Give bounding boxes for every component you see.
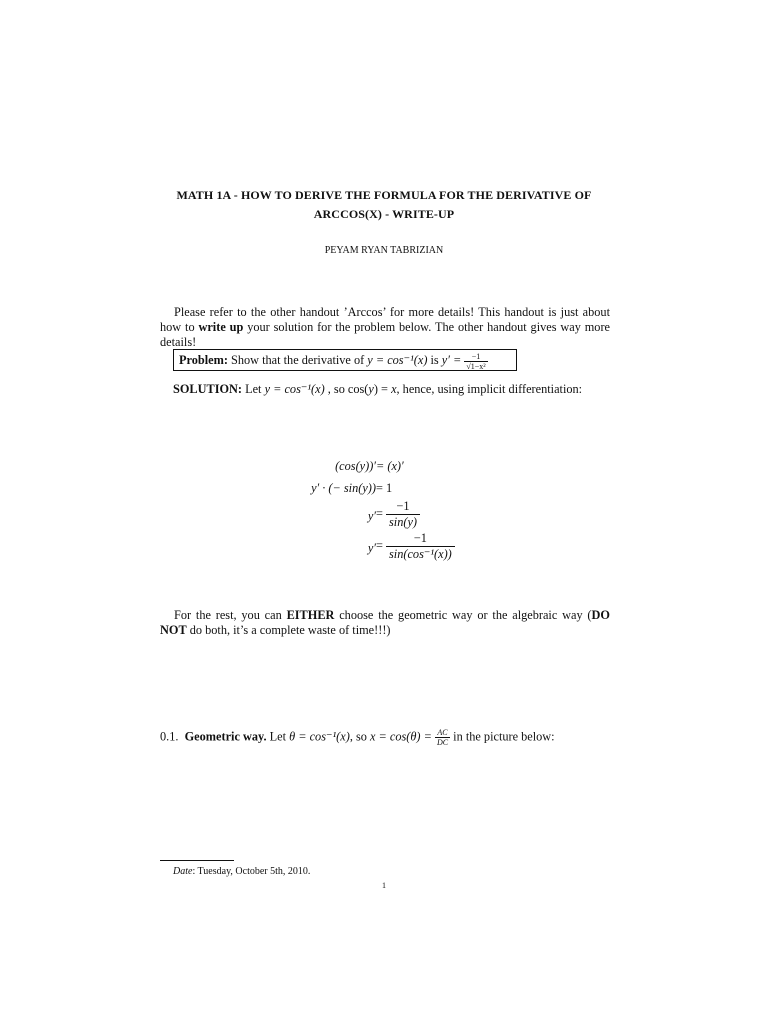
equation-4-den: sin(cos⁻¹(x)) (389, 547, 452, 561)
section-math-2: x = cos(θ) = (370, 729, 435, 744)
method-choice-paragraph (160, 608, 610, 638)
equation-3-fraction (386, 499, 420, 530)
solution-text-3: ) = (373, 382, 392, 396)
solution-math-3: x (391, 382, 397, 396)
solution-text-2: , so cos( (324, 382, 369, 396)
intro-text-1: Please refer to the other handout ’Arccos’ for more details! This handout is just about how to (160, 305, 610, 334)
problem-frac-num: −1 (464, 352, 487, 362)
section-math-1: θ = cos⁻¹(x) (289, 729, 350, 744)
rest-text-1: For the rest, you can (174, 608, 287, 622)
rest-bold-either: EITHER (286, 608, 335, 622)
title-line-2: ARCCOS(X) - WRITE-UP (313, 207, 455, 221)
footnote-text: : Tuesday, October 5th, 2010. (192, 866, 311, 877)
intro-bold-write-up: write up (198, 320, 244, 334)
equation-2-lhs: y′ · (− sin(y)) (311, 481, 376, 495)
equation-1-rhs-wrap (376, 459, 404, 474)
solution-math-1: y = cos⁻¹(x) (264, 382, 325, 396)
equation-3-num: −1 (386, 499, 420, 515)
author-name: PEYAM RYAN TABRIZIAN (324, 245, 444, 256)
equation-4-equals: = (376, 538, 387, 553)
problem-fraction (464, 352, 487, 371)
equation-3-den: sin(y) (389, 515, 418, 529)
footnote-rule (160, 860, 234, 861)
footnote-label: Date (173, 866, 193, 877)
solution-label: SOLUTION: (173, 382, 243, 396)
equation-1-lhs: (cos(y))′ (335, 459, 376, 473)
section-text-3: in the picture below: (450, 729, 555, 744)
problem-label: Problem: (179, 353, 228, 367)
intro-text-2: your solution for the problem below. The other handout gives way more details! (160, 320, 610, 349)
problem-text-2: is (427, 353, 442, 367)
document-title (0, 186, 768, 224)
problem-frac-den: √1−x² (466, 361, 486, 371)
equation-4-fraction (386, 531, 455, 562)
equation-3-equals: = (376, 506, 387, 521)
equation-3-lhs: y′ (367, 509, 376, 523)
problem-math-2: y′ = (441, 353, 465, 367)
section-fraction (435, 728, 450, 747)
section-text-1: Let (266, 729, 290, 744)
rest-text-3: do both, it’s a complete waste of time!!!) (186, 623, 391, 637)
rest-bold-do-not: DO NOT (160, 608, 610, 637)
title-line-1: MATH 1A - HOW TO DERIVE THE FORMULA FOR THE DERIVATIVE OF (176, 188, 592, 202)
section-geometric-way (160, 728, 555, 747)
section-text-2: , so (349, 729, 370, 744)
equation-3-rhs-wrap (376, 499, 420, 530)
problem-text-1: Show that the derivative of (227, 353, 368, 367)
solution-line (173, 382, 582, 397)
equation-4-num: −1 (386, 531, 455, 547)
footnote (173, 866, 310, 877)
section-frac-num: AC (435, 728, 450, 738)
equation-2-rhs: = 1 (376, 481, 393, 495)
solution-math-2: y (368, 382, 374, 396)
intro-paragraph (160, 305, 610, 350)
equation-4-rhs-wrap (376, 531, 455, 562)
solution-text-4: , hence, using implicit differentiation: (396, 382, 583, 396)
solution-text-1: Let (242, 382, 265, 396)
problem-math-1: y = cos⁻¹(x) (367, 353, 428, 367)
equation-4-lhs: y′ (367, 541, 376, 555)
section-number: 0.1. (160, 729, 179, 744)
equation-1-rhs: = (x)′ (376, 459, 404, 473)
problem-box (173, 349, 517, 371)
page-number: 1 (382, 881, 386, 890)
rest-text-2: choose the geometric way or the algebraic way ( (334, 608, 592, 622)
section-heading: Geometric way. (184, 729, 267, 744)
equation-2-rhs-wrap (376, 481, 392, 496)
section-frac-den: DC (436, 738, 449, 747)
